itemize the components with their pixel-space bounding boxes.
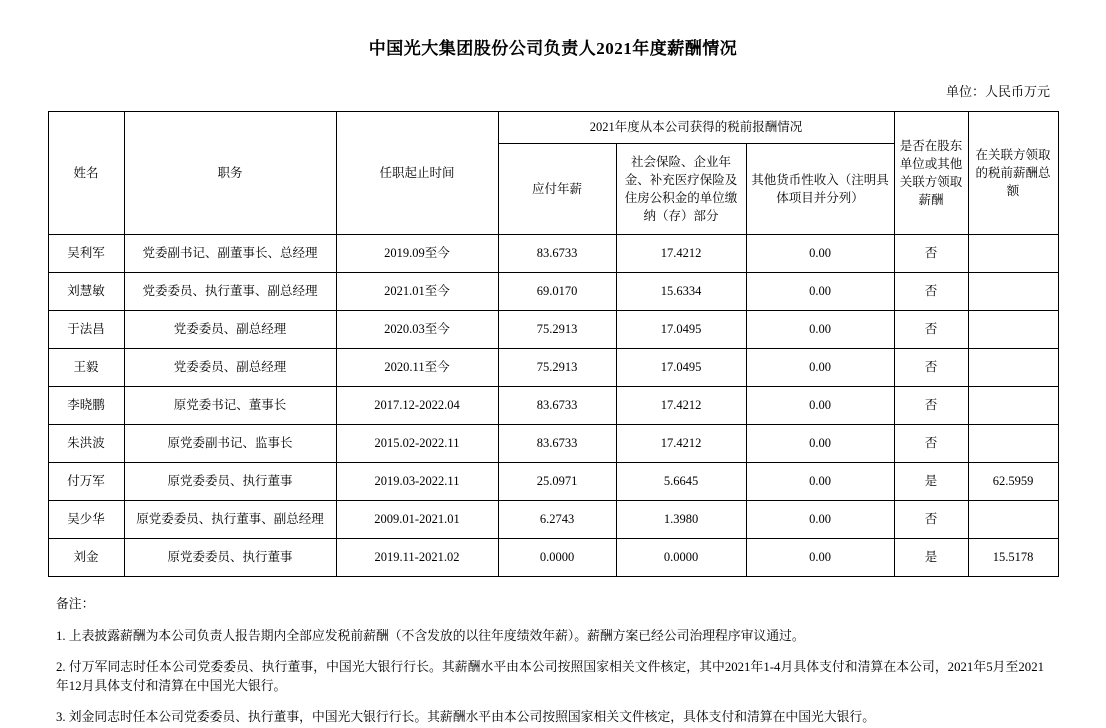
- notes-title: 备注：: [56, 597, 95, 611]
- header-term: 任职起止时间: [336, 112, 498, 235]
- cell-other-income: 0.00: [746, 349, 894, 387]
- cell-related-total: [968, 425, 1058, 463]
- cell-name: 于法昌: [48, 311, 124, 349]
- table-row: [48, 349, 1058, 387]
- cell-payable-annual: 0.0000: [498, 539, 616, 577]
- cell-is-shareholder: 否: [894, 349, 968, 387]
- cell-payable-annual: 83.6733: [498, 235, 616, 273]
- cell-post: 原党委副书记、监事长: [124, 425, 336, 463]
- note-item-2: 2. 付万军同志时任本公司党委委员、执行董事，中国光大银行行长。其薪酬水平由本公司按照国家相关文件核定，其中2021年1-4月具体支付和清算在本公司，2021年5月至2021年12月具体支付和清算在中国光大银行。: [56, 659, 1044, 694]
- cell-name: 吴少华: [48, 501, 124, 539]
- cell-name: 王毅: [48, 349, 124, 387]
- header-related-total: 在关联方领取的税前薪酬总额: [968, 112, 1058, 235]
- table-header: [48, 112, 1058, 235]
- cell-post: 原党委委员、执行董事: [124, 463, 336, 501]
- note-item-1: 1. 上表披露薪酬为本公司负责人报告期内全部应发税前薪酬（不含发放的以往年度绩效年薪）。薪酬方案已经公司治理程序审议通过。: [56, 628, 805, 643]
- cell-name: 吴利军: [48, 235, 124, 273]
- cell-is-shareholder: 否: [894, 273, 968, 311]
- cell-is-shareholder: 否: [894, 425, 968, 463]
- header-is-shareholder: 是否在股东单位或其他关联方领取薪酬: [894, 112, 968, 235]
- cell-related-total: [968, 349, 1058, 387]
- cell-insurance: 1.3980: [616, 501, 746, 539]
- cell-other-income: 0.00: [746, 425, 894, 463]
- cell-payable-annual: 69.0170: [498, 273, 616, 311]
- cell-post: 党委委员、副总经理: [124, 311, 336, 349]
- cell-insurance: 17.4212: [616, 425, 746, 463]
- header-payable-annual: 应付年薪: [498, 144, 616, 235]
- cell-related-total: [968, 311, 1058, 349]
- cell-insurance: 17.0495: [616, 349, 746, 387]
- document-page: [0, 34, 1106, 725]
- page-title: 中国光大集团股份公司负责人2021年度薪酬情况: [368, 39, 738, 58]
- cell-name: 朱洪波: [48, 425, 124, 463]
- cell-other-income: 0.00: [746, 501, 894, 539]
- header-insurance: 社会保险、企业年金、补充医疗保险及住房公积金的单位缴纳（存）部分: [616, 144, 746, 235]
- cell-insurance: 17.4212: [616, 235, 746, 273]
- table-row: [48, 425, 1058, 463]
- cell-insurance: 15.6334: [616, 273, 746, 311]
- cell-is-shareholder: 否: [894, 311, 968, 349]
- salary-table: [48, 111, 1059, 577]
- cell-post: 原党委委员、执行董事、副总经理: [124, 501, 336, 539]
- cell-term: 2009.01-2021.01: [336, 501, 498, 539]
- cell-payable-annual: 6.2743: [498, 501, 616, 539]
- header-name: 姓名: [48, 112, 124, 235]
- cell-name: 刘金: [48, 539, 124, 577]
- cell-term: 2019.03-2022.11: [336, 463, 498, 501]
- cell-term: 2020.03至今: [336, 311, 498, 349]
- cell-is-shareholder: 否: [894, 387, 968, 425]
- cell-post: 党委副书记、副董事长、总经理: [124, 235, 336, 273]
- cell-is-shareholder: 是: [894, 463, 968, 501]
- table-row: [48, 273, 1058, 311]
- cell-insurance: 17.4212: [616, 387, 746, 425]
- cell-payable-annual: 75.2913: [498, 349, 616, 387]
- cell-is-shareholder: 是: [894, 539, 968, 577]
- cell-term: 2017.12-2022.04: [336, 387, 498, 425]
- table-row: [48, 311, 1058, 349]
- cell-post: 党委委员、执行董事、副总经理: [124, 273, 336, 311]
- cell-payable-annual: 83.6733: [498, 387, 616, 425]
- cell-name: 李晓鹏: [48, 387, 124, 425]
- cell-is-shareholder: 否: [894, 235, 968, 273]
- cell-other-income: 0.00: [746, 387, 894, 425]
- table-row: [48, 387, 1058, 425]
- cell-term: 2021.01至今: [336, 273, 498, 311]
- cell-other-income: 0.00: [746, 463, 894, 501]
- cell-term: 2019.09至今: [336, 235, 498, 273]
- cell-other-income: 0.00: [746, 235, 894, 273]
- cell-term: 2019.11-2021.02: [336, 539, 498, 577]
- cell-post: 原党委书记、董事长: [124, 387, 336, 425]
- table-row: [48, 463, 1058, 501]
- cell-insurance: 5.6645: [616, 463, 746, 501]
- table-row: [48, 539, 1058, 577]
- cell-related-total: 15.5178: [968, 539, 1058, 577]
- table-row: [48, 235, 1058, 273]
- table-row: [48, 501, 1058, 539]
- cell-post: 党委委员、副总经理: [124, 349, 336, 387]
- cell-payable-annual: 83.6733: [498, 425, 616, 463]
- cell-term: 2015.02-2022.11: [336, 425, 498, 463]
- cell-is-shareholder: 否: [894, 501, 968, 539]
- note-item-3: 3. 刘金同志时任本公司党委委员、执行董事，中国光大银行行长。其薪酬水平由本公司按照国家相关文件核定，具体支付和清算在中国光大银行。: [56, 710, 875, 725]
- cell-payable-annual: 75.2913: [498, 311, 616, 349]
- cell-related-total: [968, 387, 1058, 425]
- cell-related-total: [968, 501, 1058, 539]
- header-post: 职务: [124, 112, 336, 235]
- cell-insurance: 0.0000: [616, 539, 746, 577]
- cell-term: 2020.11至今: [336, 349, 498, 387]
- cell-other-income: 0.00: [746, 539, 894, 577]
- header-other-income: 其他货币性收入（注明具体项目并分列）: [746, 144, 894, 235]
- notes-section: [0, 595, 1106, 728]
- cell-payable-annual: 25.0971: [498, 463, 616, 501]
- cell-related-total: [968, 273, 1058, 311]
- cell-post: 原党委委员、执行董事: [124, 539, 336, 577]
- unit-label: 单位：人民币万元: [945, 84, 1050, 99]
- cell-related-total: [968, 235, 1058, 273]
- cell-name: 刘慧敏: [48, 273, 124, 311]
- cell-other-income: 0.00: [746, 273, 894, 311]
- cell-name: 付万军: [48, 463, 124, 501]
- cell-insurance: 17.0495: [616, 311, 746, 349]
- table-body: [48, 235, 1058, 577]
- header-pretax-group: 2021年度从本公司获得的税前报酬情况: [498, 112, 894, 144]
- cell-other-income: 0.00: [746, 311, 894, 349]
- cell-related-total: 62.5959: [968, 463, 1058, 501]
